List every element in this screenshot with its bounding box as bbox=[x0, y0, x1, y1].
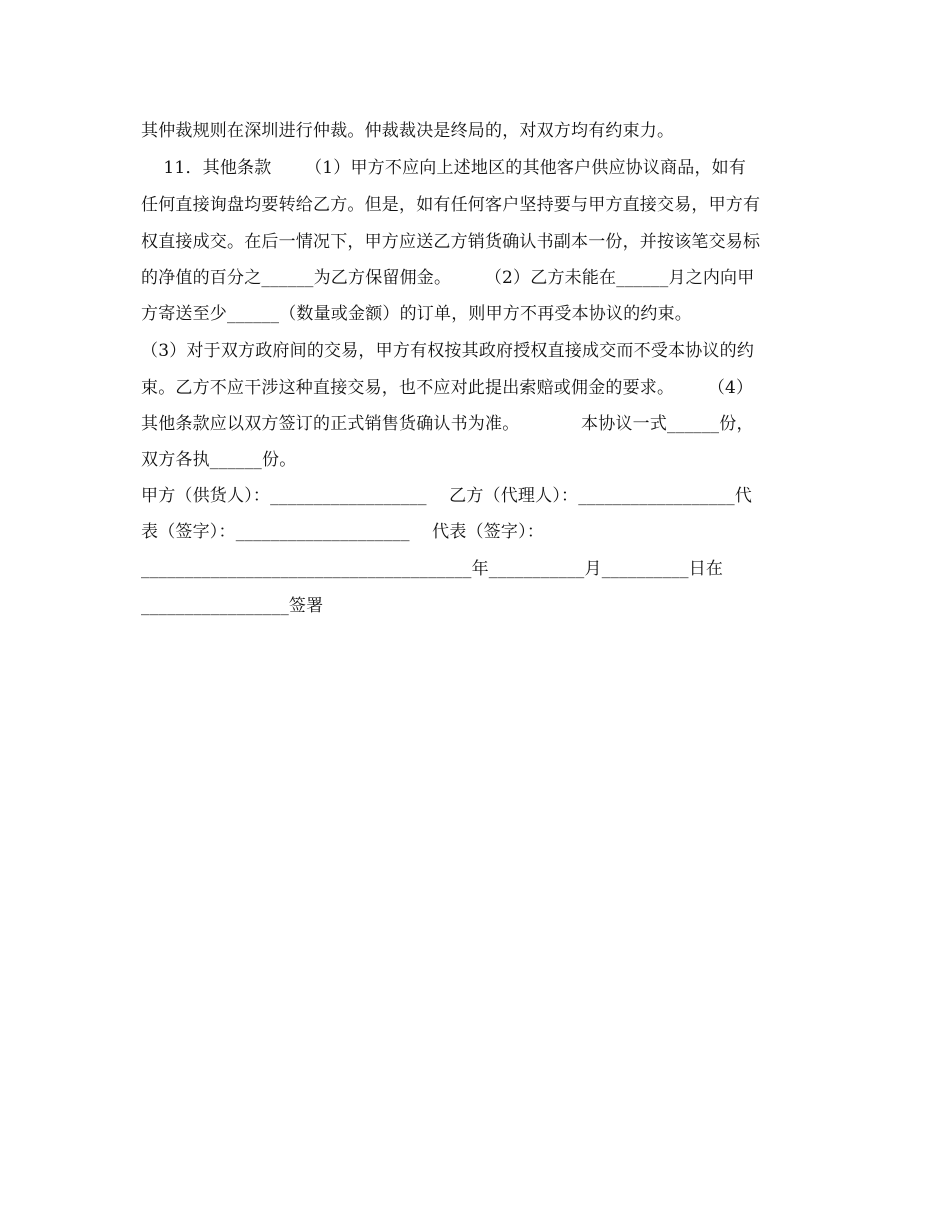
text-line-8: 束。乙方不应干涉这种直接交易，也不应对此提出索赔或佣金的要求。 （4） bbox=[141, 378, 754, 398]
text-line-1: 其仲裁规则在深圳进行仲裁。仲裁裁决是终局的，对双方均有约束力。 bbox=[141, 121, 675, 141]
text-line-3: 任何直接询盘均要转给乙方。但是，如有任何客户坚持要与甲方直接交易，甲方有 bbox=[141, 195, 761, 215]
signed-at-line: _________________签署 bbox=[141, 596, 324, 616]
party-signature-line: 甲方（供货人）：__________________ 乙方（代理人）：__________________代 bbox=[141, 486, 753, 506]
copies-each-line: 双方各执______份。 bbox=[141, 450, 297, 470]
commission-blank-line: 的净值的百分之______为乙方保留佣金。 （2）乙方未能在______月之内向甲 bbox=[141, 268, 755, 288]
text-line-4: 权直接成交。在后一情况下，甲方应送乙方销货确认书副本一份，并按该笔交易标 bbox=[141, 232, 761, 252]
date-place-line: ______________________________________年___________月__________日在 bbox=[141, 559, 724, 579]
order-quantity-line: 方寄送至少______（数量或金额）的订单，则甲方不再受本协议的约束。 bbox=[141, 304, 692, 324]
text-line-7: （3）对于双方政府间的交易，甲方有权按其政府授权直接成交而不受本协议的约 bbox=[141, 341, 755, 361]
copies-line: 其他条款应以双方签订的正式销售货确认书为准。 本协议一式______份， bbox=[141, 414, 754, 434]
representative-signature-line: 表（签字）：____________________ 代表（签字）： bbox=[141, 522, 545, 542]
clause-11-heading-line: 11．其他条款 （1）甲方不应向上述地区的其他客户供应协议商品，如有 bbox=[141, 158, 747, 178]
